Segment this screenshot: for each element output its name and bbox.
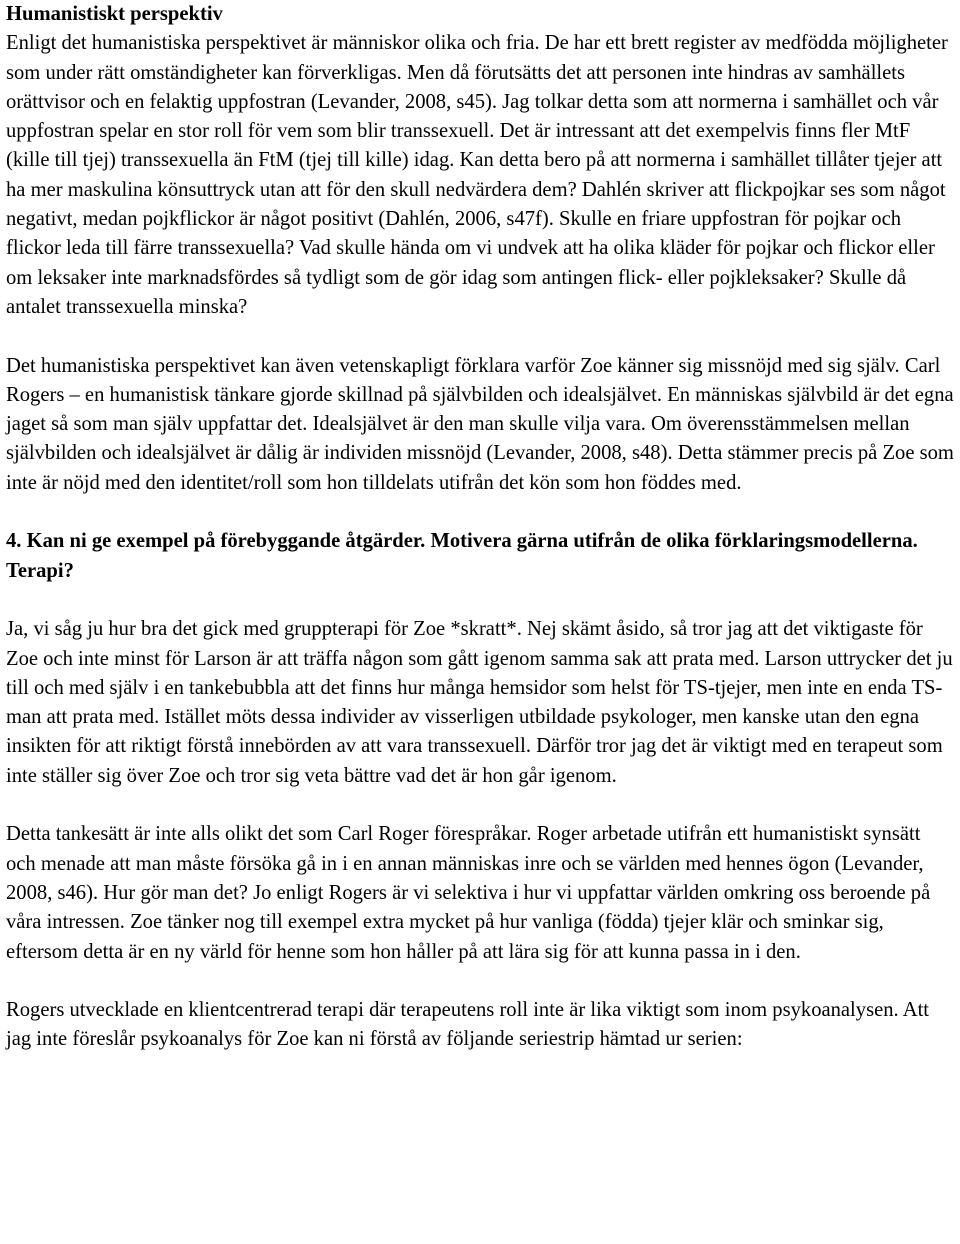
section-heading: Humanistiskt perspektiv: [6, 3, 223, 25]
paragraph-answer-rogers-approach: Detta tankesätt är inte alls olikt det som Carl Roger förespråkar. Roger arbetade utifrån ett humanistiskt synsätt och menade att man måste försöka gå in i en annan människas inre och se världen med hennes ögon (Levander, 2008, s46). Hur gör man det? Jo enligt Rogers är vi selektiva i hur vi uppfattar världen omkring oss beroende på våra intressen. Zoe tänker nog till exempel extra mycket på hur vanliga (födda) tjejer klär och sminkar sig, eftersom detta är en ny värld för henne som hon håller på att lära sig för att kunna passa in i den.: [6, 823, 931, 963]
paragraph-rogers-self-image: Det humanistiska perspektivet kan även vetenskapligt förklara varför Zoe känner sig missnöjd med sig själv. Carl Rogers – en humanistisk tänkare gjorde skillnad på självbilden och idealsjälvet. En människas självbild är det egna jaget så som man själv uppfattar det. Idealsjälvet är den man skulle vilja vara. Om överensstämmelsen mellan självbilden och idealsjälvet är dålig är individen missnöjd (Levander, 2008, s48). Detta stämmer precis på Zoe som inte är nöjd med den identitet/roll som hon tilldelats utifrån det kön som hon föddes med.: [6, 354, 954, 494]
paragraph-humanistic-view: Enligt det humanistiska perspektivet är människor olika och fria. De har ett brett register av medfödda möjligheter som under rätt omständigheter kan förverkligas. Men då förutsätts det att personen inte hindras av samhällets orättvisor och en felaktig uppfostran (Levander, 2008, s45). Jag tolkar detta som att normerna i samhället och vår uppfostran spelar en stor roll för vem som blir transsexuell. Det är intressant att det exempelvis finns fler MtF (kille till tjej) transsexuella än FtM (tjej till kille) idag. Kan detta bero på att normerna i samhället tillåter tjejer att ha mer maskulina könsuttryck utan att för den skull nedvärdera dem? Dahlén skriver att flickpojkar ses som något negativt, medan pojkflickor är något positivt (Dahlén, 2006, s47f). Skulle en friare uppfostran för pojkar och flickor leda till färre transsexuella? Vad skulle hända om vi undvek att ha olika kläder för pojkar och flickor eller om leksaker inte marknadsfördes så tydligt som de gör idag som antingen flick- eller pojkleksaker? Skulle då antalet transsexuella minska?: [6, 32, 948, 318]
paragraph-answer-client-centered: Rogers utvecklade en klientcentrerad terapi där terapeutens roll inte är lika viktigt som inom psykoanalysen. Att jag inte föreslår psykoanalys för Zoe kan ni förstå av följande seriestrip hämtad ur serien:: [6, 999, 930, 1051]
paragraph-answer-group-therapy: Ja, vi såg ju hur bra det gick med gruppterapi för Zoe *skratt*. Nej skämt åsido, så tror jag att det viktigaste för Zoe och inte minst för Larson är att träffa någon som gått igenom samma sak att prata med. Larson uttrycker det ju till och med själv i en tankebubbla att det finns hur många hemsidor som helst för TS-tjejer, men inte en enda TS-man att prata med. Istället möts dessa individer av visserligen utbildade psykologer, men kanske utan den egna insikten för att riktigt förstå innebörden av att vara transsexuell. Därför tror jag det är viktigt med en terapeut som inte ställer sig över Zoe och tror sig veta bättre vad det är hon går igenom.: [6, 618, 953, 787]
question-heading: 4. Kan ni ge exempel på förebyggande åtgärder. Motivera gärna utifrån de olika förklaringsmodellerna. Terapi?: [6, 530, 918, 582]
